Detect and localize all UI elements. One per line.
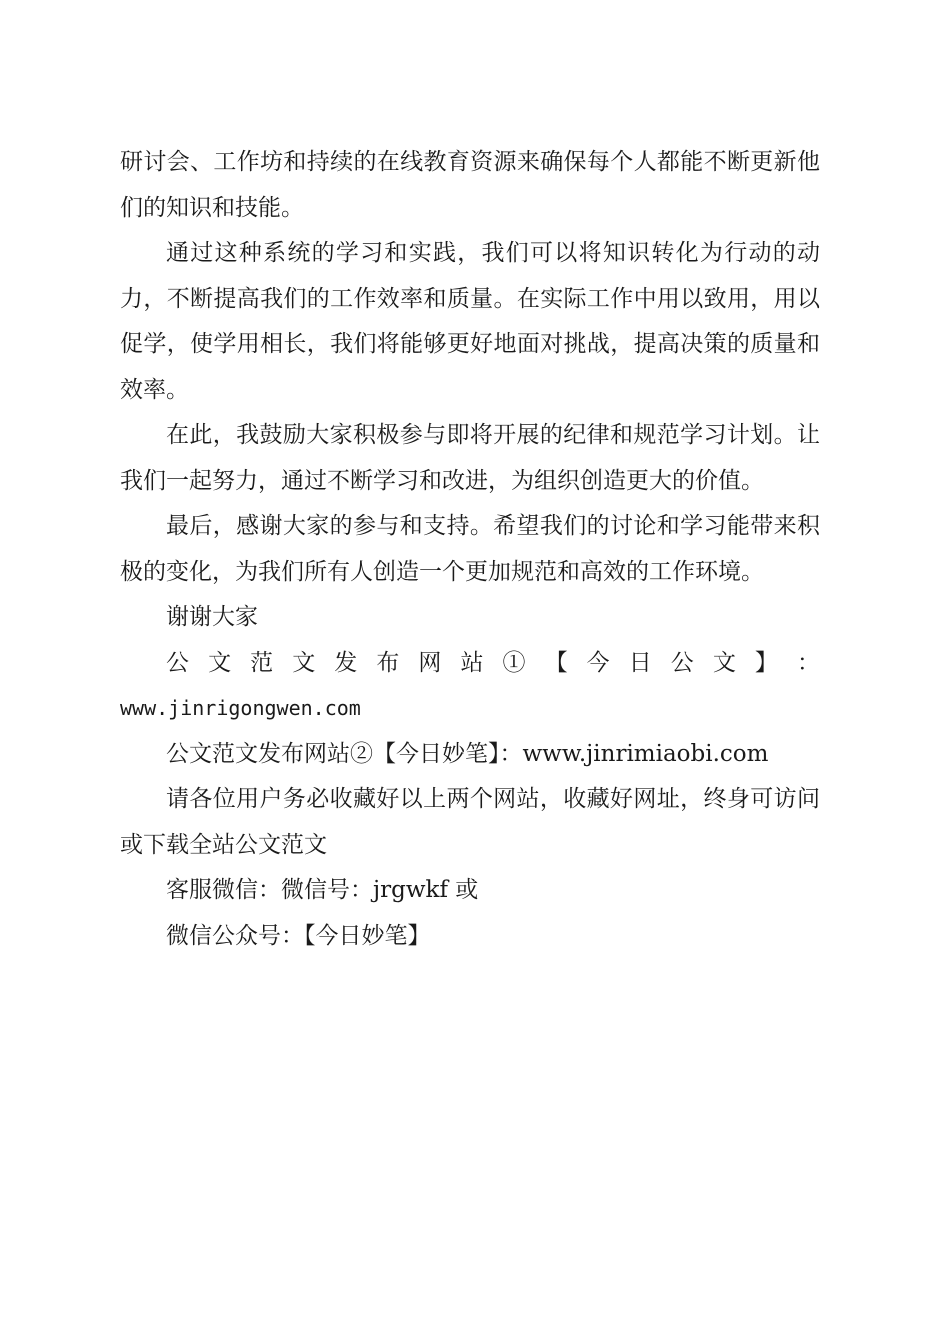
document-body: [120, 140, 820, 959]
notice-paragraph: 请各位用户务必收藏好以上两个网站，收藏好网址，终身可访问或下载全站公文范文: [120, 786, 820, 858]
service-wechat-line: 客服微信：微信号：jrgwkf 或: [166, 877, 479, 903]
paragraph-thank-you: 谢谢大家: [166, 604, 258, 630]
paragraph-education-resources: 研讨会、工作坊和持续的在线教育资源来确保每个人都能不断更新他们的知识和技能。: [120, 149, 820, 221]
paragraph-learning-practice: 通过这种系统的学习和实践，我们可以将知识转化为行动的动力，不断提高我们的工作效率和质量。在实际工作中用以致用，用以促学，使学用相长，我们将能够更好地面对挑战，提高决策的质量和效率。: [120, 240, 820, 403]
site1-url-line: [120, 686, 820, 732]
site1-label: [120, 641, 820, 687]
paragraph-encouragement: 在此，我鼓励大家积极参与即将开展的纪律和规范学习计划。让我们一起努力，通过不断学习和改进，为组织创造更大的价值。: [120, 422, 820, 494]
site1-url-link[interactable]: www.jinrigongwen.com: [120, 696, 361, 720]
site2-line: 公文范文发布网站②【今日妙笔】：www.jinrimiaobi.com: [166, 740, 769, 767]
site1-label-text: 公 文 范 文 发 布 网 站 ① 【 今 日 公 文 】 ：: [166, 649, 820, 676]
paragraph-thanks-support: 最后，感谢大家的参与和支持。希望我们的讨论和学习能带来积极的变化，为我们所有人创造一个更加规范和高效的工作环境。: [120, 513, 820, 585]
official-account-line: 微信公众号：【今日妙笔】: [166, 922, 431, 949]
